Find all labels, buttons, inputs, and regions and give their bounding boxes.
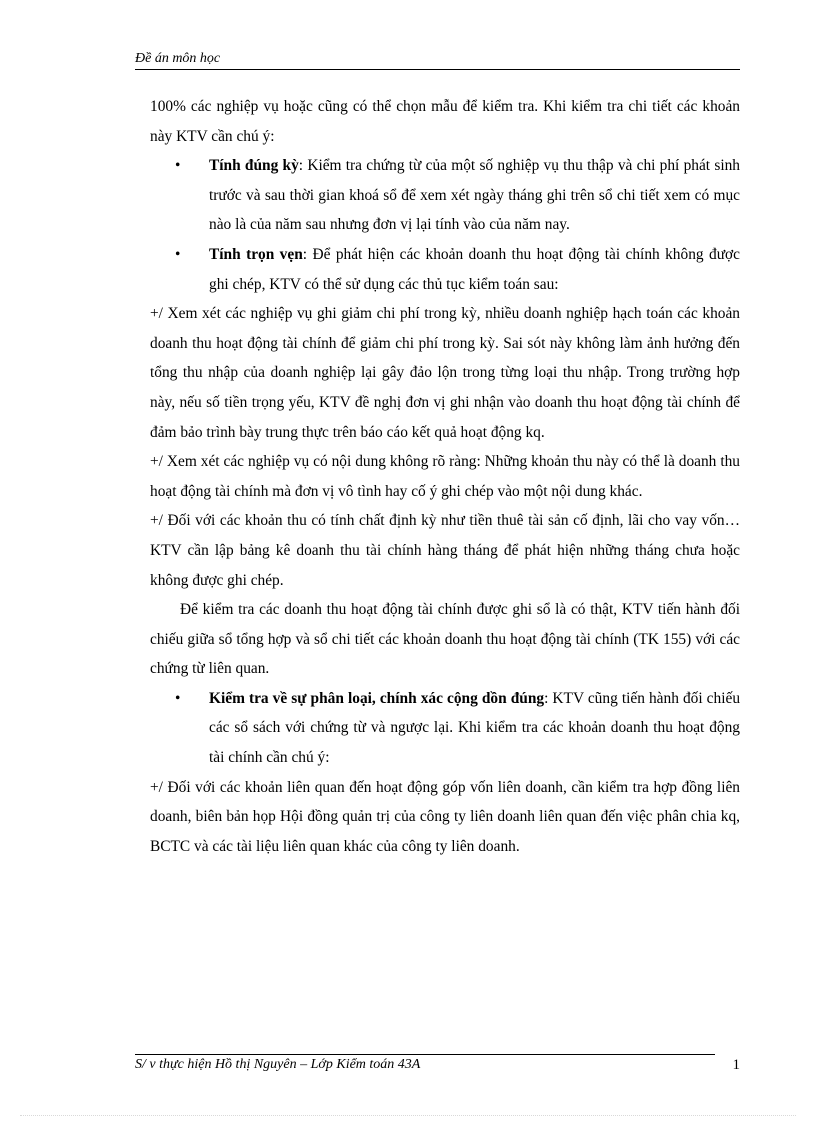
paragraph-text: +/ Xem xét các nghiệp vụ có nội dung không rõ ràng: Những khoản thu này có thể là doanh thu hoạt động tài chính mà đơn vị vô tình hay cố ý ghi chép vào một nội dung khác.: [150, 453, 740, 500]
page-footer: [135, 1056, 740, 1074]
page-header: [135, 50, 740, 70]
document-body: [150, 92, 741, 861]
bullet-item: [175, 684, 740, 773]
bullet-item: [175, 151, 740, 240]
paragraph: [150, 506, 740, 595]
footer-rule: [135, 1054, 715, 1055]
bullet-heading: Tính trọn vẹn: [209, 245, 303, 263]
paragraph-text: 100% các nghiệp vụ hoặc cũng có thể chọn mẫu để kiểm tra. Khi kiểm tra chi tiết các khoản này KTV cần chú ý:: [150, 98, 740, 145]
bullet-heading: Kiểm tra về sự phân loại, chính xác cộng dồn đúng: [209, 689, 545, 707]
bullet-text: : Để phát hiện các khoản doanh thu hoạt động tài chính không được ghi chép, KTV có thể sử dụng các thủ tục kiểm toán sau:: [209, 245, 740, 293]
bullet-item: [175, 240, 740, 299]
bullet-text: : Kiểm tra chứng từ của một số nghiệp vụ thu thập và chi phí phát sinh trước và sau thời gian khoá sổ để xem xét ngày tháng ghi trên sổ chi tiết xem có mục nào là của năm sau nhưng đơn vị lại tính vào của năm nay.: [209, 157, 740, 234]
paragraph-text: +/ Đối với các khoản thu có tính chất định kỳ như tiền thuê tài sản cố định, lãi cho vay vốn…KTV cần lập bảng kê doanh thu tài chính hàng tháng để phát hiện những tháng chưa hoặc không được ghi chép.: [150, 512, 740, 589]
paragraph-text: Để kiểm tra các doanh thu hoạt động tài chính được ghi sổ là có thật, KTV tiến hành đối chiếu giữa sổ tổng hợp và sổ chi tiết các khoản doanh thu hoạt động tài chính (TK 155) với các chứng từ liên quan.: [150, 601, 740, 678]
page-number: 1: [732, 1057, 740, 1073]
paragraph: [150, 595, 740, 684]
page-edge-divider: [20, 1115, 796, 1116]
paragraph-text: +/ Đối với các khoản liên quan đến hoạt động góp vốn liên doanh, cần kiểm tra hợp đồng liên doanh, biên bản họp Hội đồng quản trị của công ty liên doanh liên quan đến việc phân chia kq, BCTC và các tài liệu liên quan khác của công ty liên doanh.: [150, 778, 740, 855]
footer-text: S/ v thực hiện Hồ thị Nguyên – Lớp Kiểm toán 43A: [135, 1057, 421, 1072]
paragraph: [150, 299, 740, 447]
paragraph: [150, 447, 740, 506]
paragraph: [150, 92, 740, 151]
bullet-text: : KTV cũng tiến hành đối chiếu các sổ sách với chứng từ và ngược lại. Khi kiểm tra các khoản doanh thu hoạt động tài chính cần chú ý:: [209, 689, 741, 767]
paragraph: [150, 773, 740, 862]
header-title: Đề án môn học: [135, 51, 221, 66]
bullet-heading: Tính đúng kỳ: [209, 157, 299, 175]
paragraph-text: +/ Xem xét các nghiệp vụ ghi giảm chi phí trong kỳ, nhiều doanh nghiệp hạch toán các khoản doanh thu hoạt động tài chính để giảm chi phí trong kỳ. Sai sót này không làm ảnh hưởng đến tổng thu nhập của doanh nghiệp lại gây đảo lộn trong từng loại thu nhập. Trong trường hợp này, nếu số tiền trọng yếu, KTV đề nghị đơn vị ghi nhận vào doanh thu hoạt động tài chính để đảm bảo trình bày trung thực trên báo cáo kết quả hoạt động kq.: [150, 305, 740, 441]
